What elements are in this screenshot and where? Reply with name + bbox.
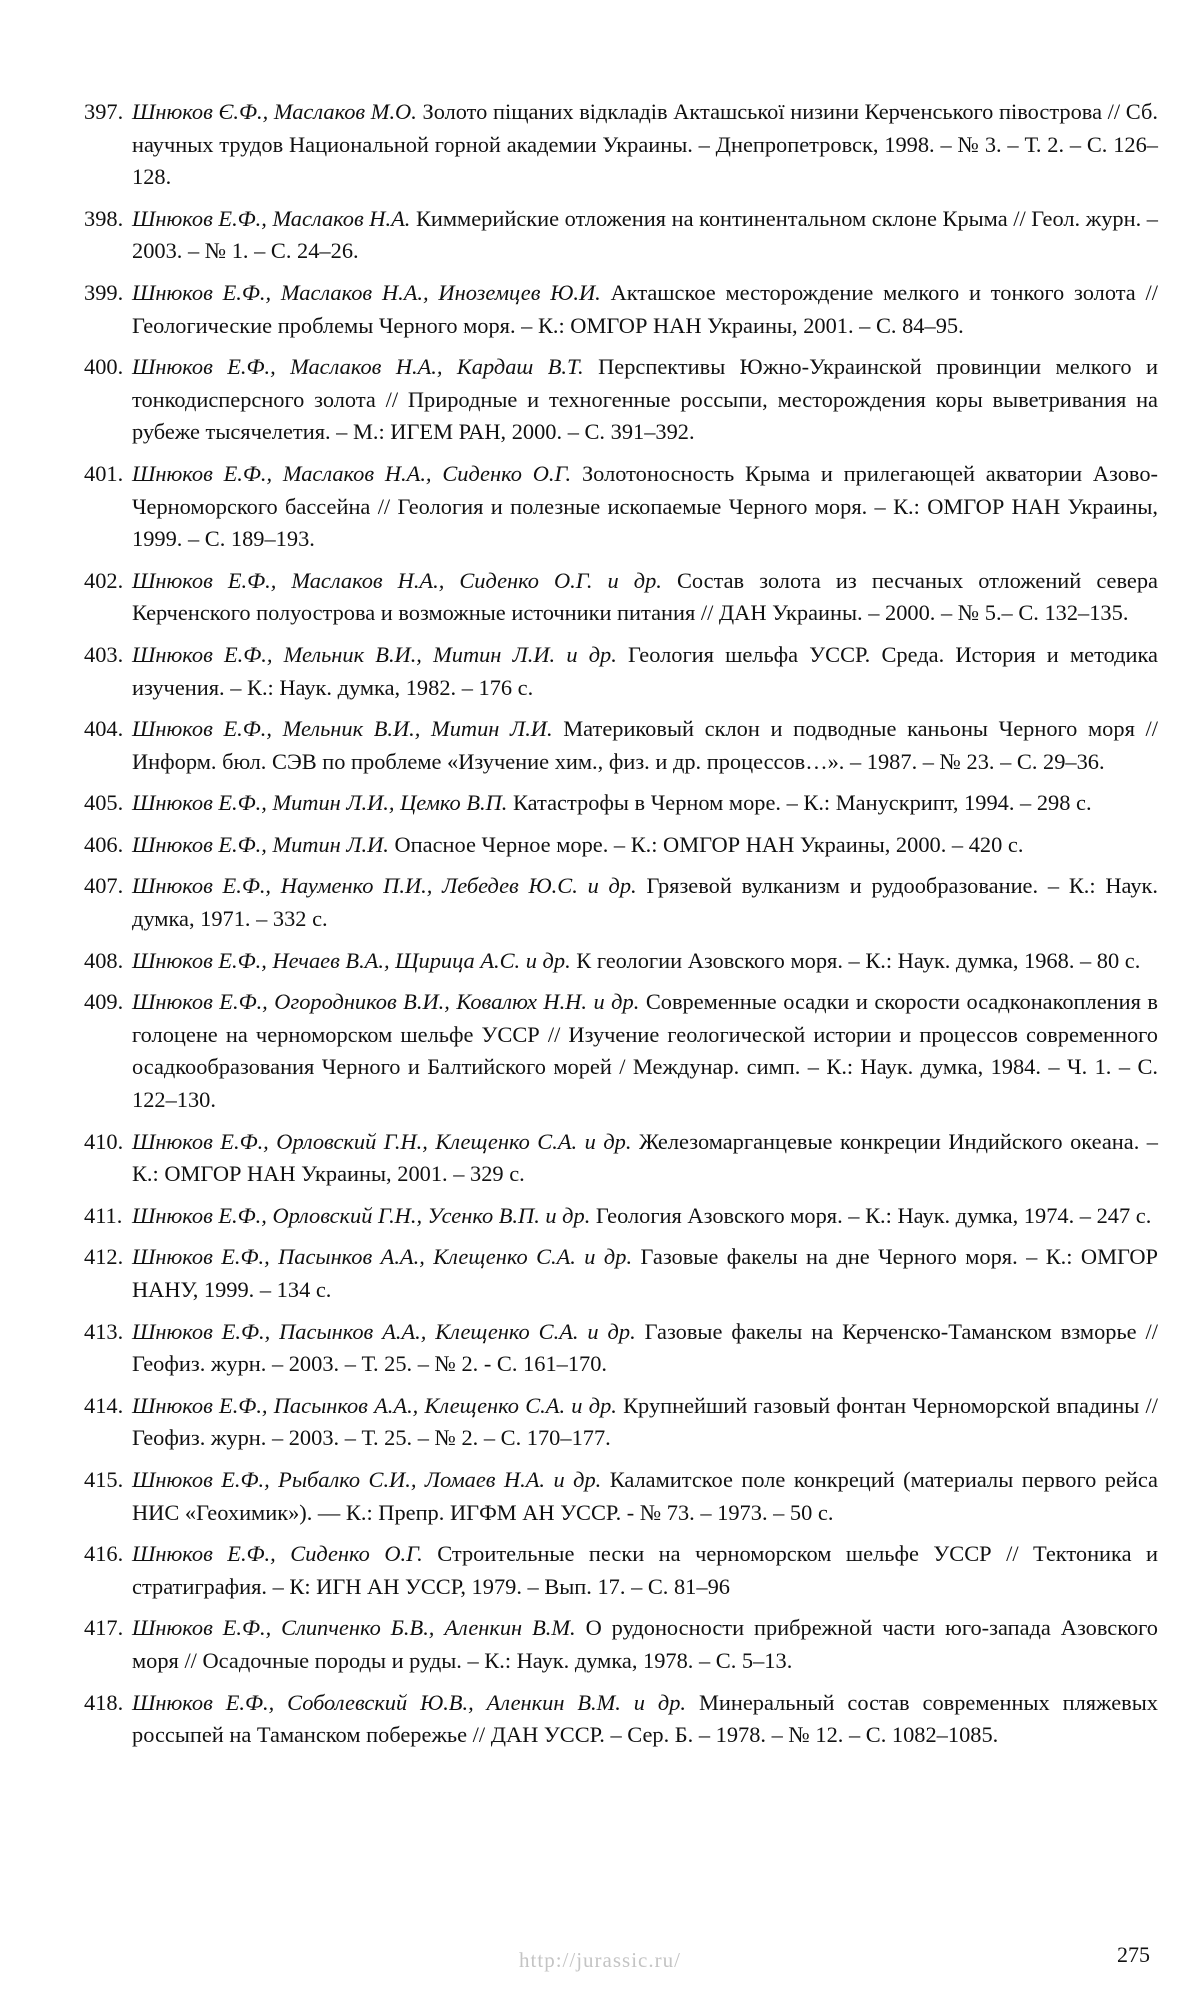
reference-number: 413. <box>84 1318 124 1344</box>
reference-number: 410. <box>84 1128 124 1154</box>
reference-authors: Шнюков Е.Ф., Маслаков Н.А., Сиденко О.Г. <box>132 460 572 486</box>
reference-number: 411. <box>84 1202 123 1228</box>
reference-entry <box>84 1200 1158 1233</box>
reference-number: 401. <box>84 460 124 486</box>
reference-entry <box>84 1687 1158 1752</box>
reference-number: 403. <box>84 641 124 667</box>
reference-authors: Шнюков Е.Ф., Рыбалко С.И., Ломаев Н.А. и др. <box>132 1466 602 1492</box>
reference-number: 397. <box>84 99 124 124</box>
reference-number: 406. <box>84 831 124 857</box>
reference-number: 398. <box>84 205 124 231</box>
reference-text: Геология Азовского моря. – К.: Наук. думка, 1974. – 247 с. <box>595 1202 1152 1228</box>
reference-list <box>84 96 1158 1761</box>
reference-number: 414. <box>84 1392 124 1418</box>
reference-text: Каламитское поле конкреций (материалы первого рейса НИС «Геохимик»). — К.: Препр. ИГФМ АН УССР. - № 73. – 1973. – 50 с. <box>132 1466 1158 1525</box>
reference-authors: Шнюков Е.Ф., Сиденко О.Г. <box>132 1541 423 1567</box>
reference-text: Перспективы Южно-Украинской провинции мелкого и тонкодисперсного золота // Природные и техногенные россыпи, месторождения коры выветривания на рубеже тысячелетия. – М.: ИГЕМ РАН, 2000. – С. 391–392. <box>132 354 1158 445</box>
reference-text: Строительные пески на черноморском шельфе УССР // Тектоника и стратиграфия. – К: ИГН АН УССР, 1979. – Вып. 17. – С. 81–96 <box>132 1541 1158 1599</box>
reference-text: Геология шельфа УССР. Среда. История и методика изучения. – К.: Наук. думка, 1982. – 176 с. <box>132 641 1158 700</box>
reference-authors: Шнюков Е.Ф., Мельник В.И., Митин Л.И. и др. <box>132 641 617 667</box>
reference-entry <box>84 713 1158 778</box>
reference-entry <box>84 787 1158 820</box>
reference-text: Состав золота из песчаных отложений севера Керченского полуострова и возможные источники питания // ДАН Украины. – 2000. – № 5.– С. 132–135. <box>132 567 1158 626</box>
reference-authors: Шнюков Е.Ф., Митин Л.И., Цемко В.П. <box>132 790 508 816</box>
reference-authors: Шнюков Е.Ф., Слипченко Б.В., Аленкин В.М. <box>132 1615 576 1641</box>
reference-entry <box>84 458 1158 556</box>
reference-text: Минеральный состав современных пляжевых россыпей на Таманском побережье // ДАН УССР. – Сер. Б. – 1978. – № 12. – С. 1082–1085. <box>132 1689 1158 1748</box>
reference-number: 399. <box>84 279 124 305</box>
reference-entry <box>84 1316 1158 1381</box>
reference-authors: Шнюков Е.Ф., Пасынков А.А., Клещенко С.А. и др. <box>132 1244 633 1270</box>
reference-authors: Шнюков Е.Ф., Науменко П.И., Лебедев Ю.С. и др. <box>132 873 637 899</box>
reference-entry <box>84 945 1158 978</box>
page-number: 275 <box>1117 1942 1150 1967</box>
reference-text: Катастрофы в Черном море. – К.: Манускрипт, 1994. – 298 с. <box>513 790 1092 816</box>
reference-authors: Шнюков Е.Ф., Пасынков А.А., Клещенко С.А. и др. <box>132 1318 636 1344</box>
reference-text: Крупнейший газовый фонтан Черноморской впадины // Геофиз. журн. – 2003. – Т. 25. – № 2. – С. 170–177. <box>132 1392 1158 1451</box>
reference-entry <box>84 277 1158 342</box>
reference-entry <box>84 639 1158 704</box>
reference-text: Грязевой вулканизм и рудообразование. – К.: Наук. думка, 1971. – 332 с. <box>132 873 1158 932</box>
reference-authors: Шнюков Е.Ф., Маслаков Н.А., Иноземцев Ю.И. <box>132 279 601 305</box>
reference-number: 409. <box>84 989 124 1015</box>
reference-text: Современные осадки и скорости осадконакопления в голоцене на черноморском шельфе УССР // Изучение геологической истории и процессов современного осадкообразования Черного и Балтийского морей / Междунар. симп. – К.: Наук. думка, 1984. – Ч. 1. – С. 122–130. <box>132 989 1159 1113</box>
reference-entry <box>84 565 1158 630</box>
reference-authors: Шнюков Е.Ф., Огородников В.И., Ковалюх Н.Н. и др. <box>132 989 640 1015</box>
reference-number: 416. <box>84 1541 124 1567</box>
reference-entry <box>84 1612 1158 1677</box>
reference-number: 417. <box>84 1615 124 1641</box>
reference-number: 412. <box>84 1244 124 1270</box>
watermark: http://jurassic.ru/ <box>519 1948 681 1972</box>
reference-authors: Шнюков Е.Ф., Маслаков Н.А., Кардаш В.Т. <box>132 354 584 380</box>
reference-text: Газовые факелы на дне Черного моря. – К.: ОМГОР НАНУ, 1999. – 134 с. <box>132 1244 1159 1302</box>
reference-number: 418. <box>84 1689 124 1715</box>
reference-number: 408. <box>84 947 124 973</box>
reference-authors: Шнюков Е.Ф., Маслаков Н.А. <box>132 205 411 231</box>
reference-text: Газовые факелы на Керченско-Таманском взморье // Геофиз. журн. – 2003. – Т. 25. – № 2. - С. 161–170. <box>132 1318 1158 1377</box>
reference-text: Акташское месторождение мелкого и тонкого золота // Геологические проблемы Черного моря. – К.: ОМГОР НАН Украины, 2001. – С. 84–95. <box>132 279 1158 338</box>
reference-entry <box>84 1390 1158 1455</box>
reference-entry <box>84 1464 1158 1529</box>
reference-authors: Шнюков Е.Ф., Митин Л.И. <box>132 831 389 857</box>
reference-number: 405. <box>84 790 124 816</box>
reference-entry <box>84 203 1158 268</box>
reference-entry <box>84 986 1158 1116</box>
reference-number: 402. <box>84 567 124 593</box>
reference-authors: Шнюков Е.Ф., Мельник В.И., Митин Л.И. <box>132 716 553 742</box>
reference-number: 415. <box>84 1466 124 1492</box>
reference-authors: Шнюков Е.Ф., Маслаков Н.А., Сиденко О.Г. и др. <box>132 567 662 593</box>
reference-text: Опасное Черное море. – К.: ОМГОР НАН Украины, 2000. – 420 с. <box>394 831 1024 857</box>
reference-number: 400. <box>84 354 124 380</box>
reference-text: Золото піщаних відкладів Акташської низини Керченського півострова // Сб. научных трудов Национальной горной академии Украины. – Днепропетровск, 1998. – № 3. – Т. 2. – С. 126–128. <box>132 99 1158 190</box>
reference-text: К геологии Азовского моря. – К.: Наук. думка, 1968. – 80 с. <box>576 947 1141 973</box>
reference-entry <box>84 351 1158 449</box>
reference-text: Киммерийские отложения на континентальном склоне Крыма // Геол. журн. – 2003. – № 1. – С. 24–26. <box>132 205 1158 264</box>
reference-entry <box>84 870 1158 935</box>
reference-entry <box>84 1126 1158 1191</box>
reference-authors: Шнюков Е.Ф., Нечаев В.А., Щирица А.С. и др. <box>132 947 571 973</box>
reference-authors: Шнюков Е.Ф., Соболевский Ю.В., Аленкин В.М. и др. <box>132 1689 687 1715</box>
reference-number: 404. <box>84 716 124 742</box>
reference-number: 407. <box>84 873 124 899</box>
reference-text: О рудоносности прибрежной части юго-запада Азовского моря // Осадочные породы и руды. – К.: Наук. думка, 1978. – С. 5–13. <box>132 1615 1158 1673</box>
reference-text: Золотоносность Крыма и прилегающей акватории Азово-Черноморского бассейна // Геология и полезные ископаемые Черного моря. – К.: ОМГОР НАН Украины, 1999. – С. 189–193. <box>132 460 1159 552</box>
reference-entry <box>84 1538 1158 1603</box>
reference-authors: Шнюков Е.Ф., Пасынков А.А., Клещенко С.А. и др. <box>132 1392 617 1418</box>
reference-authors: Шнюков Є.Ф., Маслаков М.О. <box>132 99 417 124</box>
reference-authors: Шнюков Е.Ф., Орловский Г.Н., Клещенко С.А. и др. <box>132 1128 632 1154</box>
reference-text: Железомарганцевые конкреции Индийского океана. – К.: ОМГОР НАН Украины, 2001. – 329 с. <box>132 1128 1159 1187</box>
reference-entry <box>84 1241 1158 1306</box>
reference-entry <box>84 829 1158 862</box>
reference-text: Материковый склон и подводные каньоны Черного моря // Информ. бюл. СЭВ по проблеме «Изучение хим., физ. и др. процессов…». – 1987. – № 23. – С. 29–36. <box>132 716 1158 774</box>
reference-authors: Шнюков Е.Ф., Орловский Г.Н., Усенко В.П. и др. <box>132 1202 591 1228</box>
reference-entry <box>84 96 1158 194</box>
